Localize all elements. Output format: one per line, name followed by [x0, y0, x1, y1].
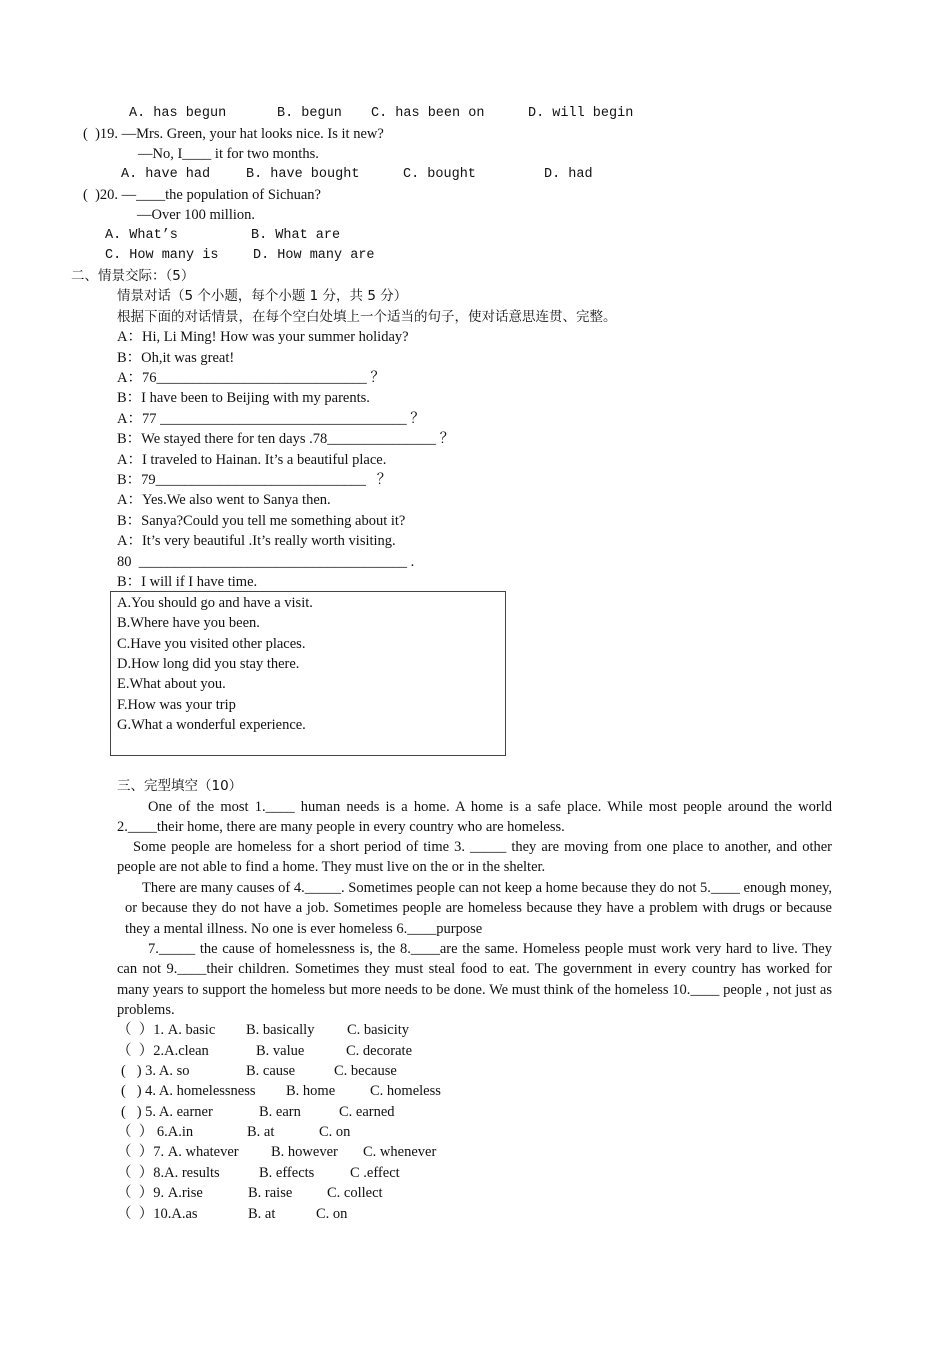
cloze-option-c: C. because: [334, 1063, 397, 1079]
q19-option-a: A. have had: [121, 167, 211, 182]
dialogue-line: 80 _____________________________________ .: [117, 554, 415, 570]
cloze-option-b: B. raise: [248, 1185, 293, 1201]
cloze-paragraph: Some people are homeless for a short period of time 3. _____ they are moving from one place to another, and other people are not able to find a home. They must live on the or in the shelter.: [117, 839, 832, 876]
cloze-question: （ ） 6.A.in: [117, 1124, 194, 1140]
choice-item: G.What a wonderful experience.: [117, 717, 306, 733]
dialogue-line: B：I will if I have time.: [117, 574, 258, 590]
q20-option-a: A. What’s: [105, 228, 178, 243]
q18-option-c: C. has been on: [371, 106, 485, 121]
cloze-option-b: B. cause: [246, 1063, 296, 1079]
cloze-question: ( ) 4. A. homelessness: [121, 1083, 256, 1099]
cloze-option-c: C. on: [316, 1206, 348, 1222]
q20-option-d: D. How many are: [253, 248, 375, 263]
cloze-question: （ ）9. A.rise: [117, 1185, 203, 1201]
cloze-question: ( ) 5. A. earner: [121, 1104, 213, 1120]
cloze-option-c: C. on: [319, 1124, 351, 1140]
cloze-question: （ ）7. A. whatever: [117, 1144, 239, 1160]
q20-reply: —Over 100 million.: [137, 207, 256, 223]
cloze-option-c: C. homeless: [370, 1083, 441, 1099]
dialogue-line: A：77 __________________________________ ？: [117, 411, 425, 427]
q19-option-c: C. bought: [403, 167, 476, 182]
dialogue-line: B：I have been to Beijing with my parents.: [117, 390, 370, 406]
choice-item: A.You should go and have a visit.: [117, 595, 313, 611]
dialogue-line: A：It’s very beautiful .It’s really worth visiting.: [117, 533, 396, 549]
dialogue-line: A：Yes.We also went to Sanya then.: [117, 492, 331, 508]
choice-item: F.How was your trip: [117, 697, 236, 713]
cloze-option-b: B. however: [271, 1144, 338, 1160]
q18-option-b: B. begun: [277, 106, 342, 121]
q20-option-c: C. How many is: [105, 248, 219, 263]
choice-item: E.What about you.: [117, 676, 226, 692]
dialogue-line: A：Hi, Li Ming! How was your summer holiday?: [117, 329, 409, 345]
cloze-paragraph: One of the most 1.____ human needs is a home. A home is a safe place. While most people around the world 2.____their home, there are many people in every country who are homeless.: [117, 799, 832, 836]
dialogue-line: A：I traveled to Hainan. It’s a beautiful place.: [117, 452, 387, 468]
section2-instruction: 根据下面的对话情景，在每个空白处填上一个适当的句子，使对话意思连贯、完整。: [117, 309, 617, 325]
dialogue-line: B：We stayed there for ten days .78_______________ ？: [117, 431, 455, 447]
cloze-paragraph: There are many causes of 4._____. Sometimes people can not keep a home because they do not 5.____ enough money, or because they do not have a job. Sometimes people are homeless because they have a problem with drugs or because they a mental illness. No one is ever homeless 6.____purpose: [125, 880, 832, 937]
cloze-question: （ ）2.A.clean: [117, 1043, 209, 1059]
dialogue-line: A：76_____________________________ ？: [117, 370, 385, 386]
cloze-paragraph: 7._____ the cause of homelessness is, the 8.____are the same. Homeless people must work very hard to live. They can not 9.____their children. Sometimes they must steal food to eat. The government in every country has worked for many years to support the homeless but more needs to be done. We must think of the homeless 10.____ people , not just as problems.: [117, 941, 832, 1018]
cloze-question: （ ）8.A. results: [117, 1165, 220, 1181]
choice-item: D.How long did you stay there.: [117, 656, 300, 672]
cloze-question: ( ) 3. A. so: [121, 1063, 190, 1079]
cloze-option-c: C. whenever: [363, 1144, 437, 1160]
choice-item: B.Where have you been.: [117, 615, 260, 631]
q18-option-a: A. has begun: [129, 106, 227, 121]
cloze-question: （ ）1. A. basic: [117, 1022, 216, 1038]
cloze-option-b: B. value: [256, 1043, 305, 1059]
q20-option-b: B. What are: [251, 228, 341, 243]
choice-item: C.Have you visited other places.: [117, 636, 306, 652]
cloze-option-b: B. home: [286, 1083, 336, 1099]
cloze-option-c: C. earned: [339, 1104, 395, 1120]
cloze-option-b: B. effects: [259, 1165, 315, 1181]
cloze-option-c: C. basicity: [347, 1022, 410, 1038]
cloze-option-b: B. basically: [246, 1022, 315, 1038]
q20-stem: ( )20. —____the population of Sichuan?: [83, 187, 321, 203]
q19-stem: ( )19. —Mrs. Green, your hat looks nice. Is it new?: [83, 126, 384, 142]
cloze-question: （ ）10.A.as: [117, 1206, 198, 1222]
section2-heading: 二、情景交际：（5）: [71, 268, 195, 284]
cloze-option-c: C. collect: [327, 1185, 383, 1201]
dialogue-line: B：Oh,it was great!: [117, 350, 235, 366]
cloze-option-c: C .effect: [350, 1165, 400, 1181]
cloze-option-c: C. decorate: [346, 1043, 413, 1059]
cloze-option-b: B. at: [248, 1206, 276, 1222]
q18-option-d: D. will begin: [528, 106, 634, 121]
cloze-option-b: B. earn: [259, 1104, 301, 1120]
dialogue-line: B：79_____________________________ ？: [117, 472, 392, 488]
section2-subheading: 情景对话（5 个小题，每个小题 1 分，共 5 分）: [117, 288, 408, 304]
q19-option-d: D. had: [544, 167, 593, 182]
section3-heading: 三、完型填空（10）: [117, 778, 243, 794]
cloze-option-b: B. at: [247, 1124, 275, 1140]
q19-option-b: B. have bought: [246, 167, 360, 182]
dialogue-line: B：Sanya?Could you tell me something about it?: [117, 513, 406, 529]
q19-reply: —No, I____ it for two months.: [138, 146, 319, 162]
